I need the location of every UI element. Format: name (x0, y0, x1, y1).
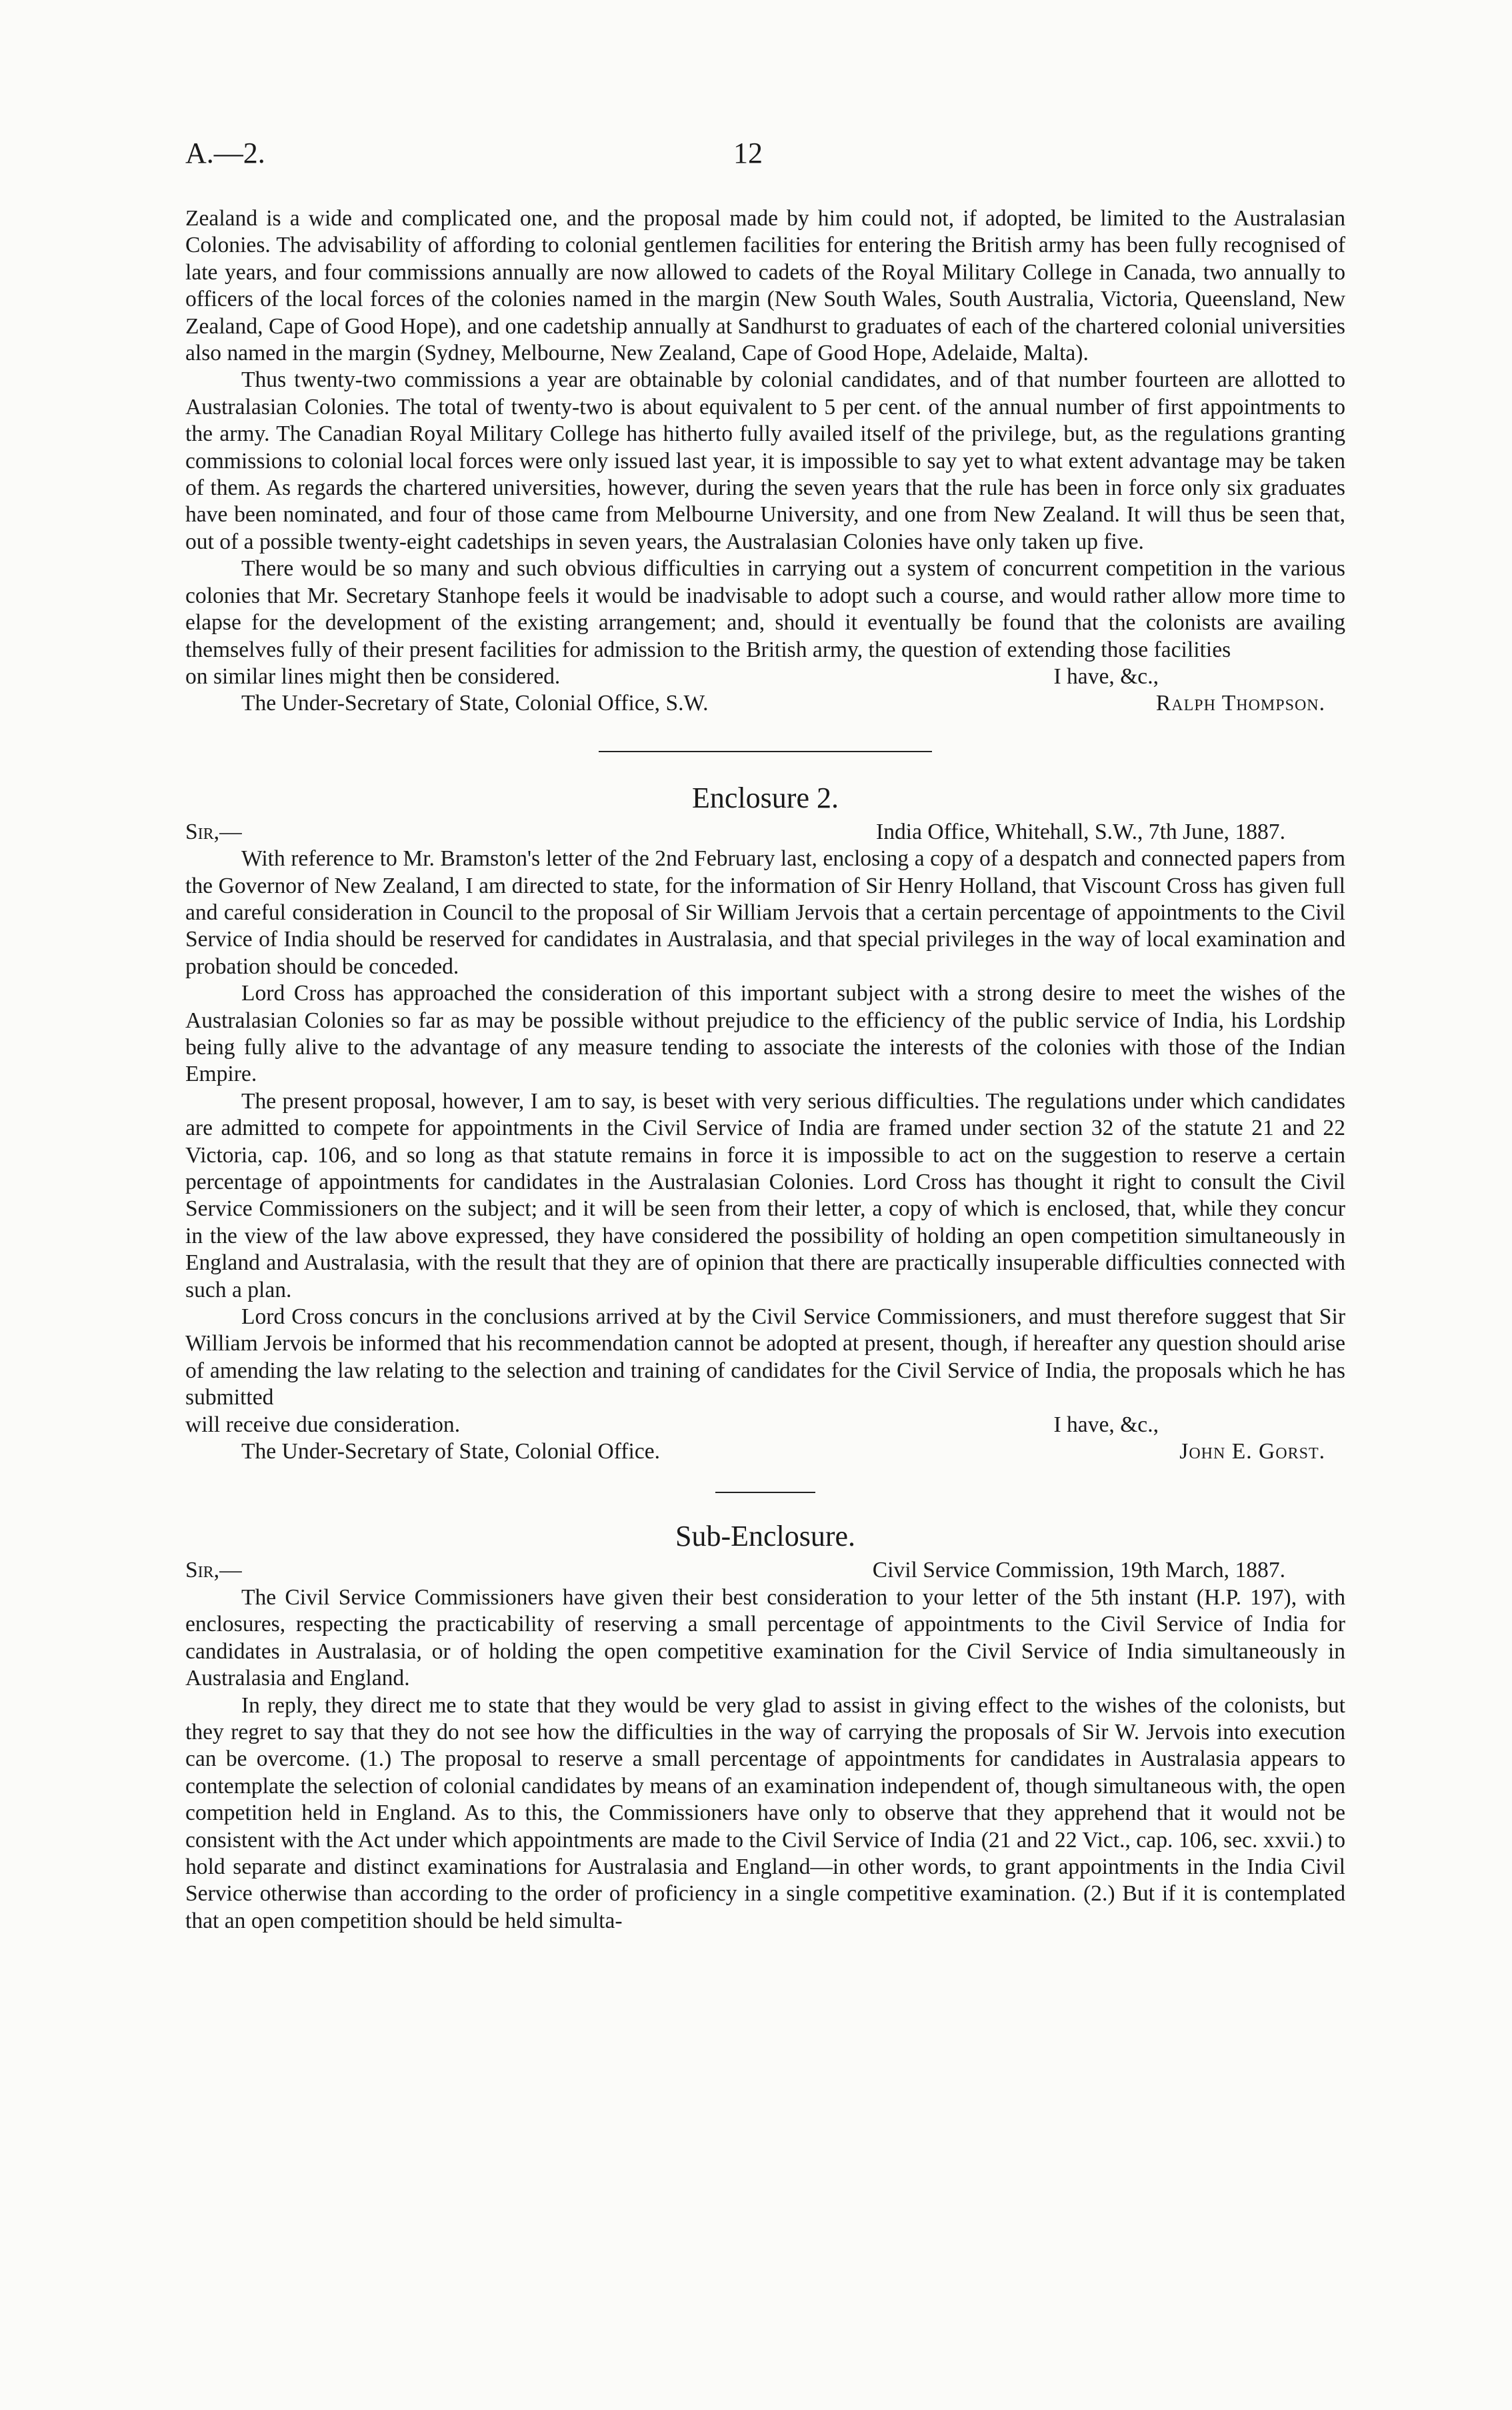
paragraph: In reply, they direct me to state that they would be very glad to assist in giving effect to the wishes of the colonists, but they regret to say that they do not see how the difficulties in the way of carrying the proposals of Sir W. Jervois into execution can be overcome. (1.) The proposal to reserve a small percentage of appointments for candidates in Australasia appears to contemplate the selection of colonial candidates by means of an examination independent of, though simultaneous with, the open competition held in England. As to this, the Commissioners have only to observe that they apprehend that it would not be consistent with the Act under which appointments are made to the Civil Service of India (21 and 22 Vict., cap. 106, sec. xxvii.) to hold separate and distinct examinations for Australasia and England—in other words, to grant appointments in the India Civil Service otherwise than according to the order of proficiency in a single competitive examination. (2.) But if it is contemplated that an open competition should be held simulta- (185, 1692, 1345, 1933)
addressee-line (185, 690, 1345, 717)
section-divider (715, 1492, 815, 1493)
closing-text: will receive due consideration. (185, 1412, 461, 1437)
signature: John E. Gorst. (1179, 1439, 1325, 1464)
document-reference: A.—2. (185, 137, 265, 169)
closing-line (185, 664, 1345, 690)
paragraph: Zealand is a wide and complicated one, and the proposal made by him could not, if adopted, be limited to the Australasian Colonies. The advisability of affording to colonial gentlemen facilities for entering the British army has been fully recognised of late years, and four commissions annually are now allowed to cadets of the Royal Military College in Canada, two annually to officers of the local forces of the colonies named in the margin (New South Wales, South Australia, Victoria, Queensland, New Zealand, Cape of Good Hope), and one cadetship annually at Sandhurst to graduates of each of the chartered colonial universities also named in the margin (Sydney, Melbourne, New Zealand, Cape of Good Hope, Adelaide, Malta). (185, 206, 1345, 366)
section-heading: Sub-Enclosure. (675, 1520, 856, 1553)
valediction: I have, &c., (1053, 664, 1159, 689)
section-divider (599, 751, 932, 752)
paragraph: There would be so many and such obvious difficulties in carrying out a system of concurrent competition in the various colonies that Mr. Secretary Stanhope feels it would be inadvisable to adopt such a course, and would rather allow more time to elapse for the development of the existing arrangement; and, should it eventually be found that the colonists are availing themselves fully of their present facilities for admission to the British army, the question of extending those facilities (185, 556, 1345, 662)
salutation: Sir,— (185, 1558, 242, 1583)
addressee: The Under-Secretary of State, Colonial Office. (241, 1439, 661, 1464)
paragraph: With reference to Mr. Bramston's letter of the 2nd February last, enclosing a copy of a despatch and connected papers from the Governor of New Zealand, I am directed to state, for the information of Sir Henry Holland, that Viscount Cross has given full and careful consideration in Council to the proposal of Sir William Jervois that a certain percentage of appointments to the Civil Service of India should be reserved for candidates in Australasia, and that special privileges in the way of local examination and probation should be conceded. (185, 846, 1345, 979)
paragraph: The Civil Service Commissioners have given their best consideration to your letter of the 5th instant (H.P. 197), with enclosures, respecting the practicability of reserving a small percentage of appointments to the Civil Service of India for candidates in Australasia, or of holding the open competitive examination for the Civil Service of India simultaneously in Australasia and England. (185, 1584, 1345, 1691)
dateline: Civil Service Commission, 19th March, 1887. (872, 1558, 1285, 1583)
addressee-line (185, 1438, 1345, 1465)
page-body (185, 205, 1345, 1935)
closing-text: on similar lines might then be considered. (185, 664, 561, 689)
closing-line (185, 1412, 1345, 1438)
paragraph: Lord Cross concurs in the conclusions arrived at by the Civil Service Commissioners, and must therefore suggest that Sir William Jervois be informed that his recommendation cannot be adopted at present, though, if hereafter any question should arise of amending the law relating to the selection and training of candidates for the Civil Service of India, the proposals which he has submitted (185, 1304, 1345, 1410)
paragraph: Lord Cross has approached the consideration of this important subject with a strong desire to meet the wishes of the Australasian Colonies so far as may be possible without prejudice to the efficiency of the public service of India, his Lordship being fully alive to the advantage of any measure tending to associate the interests of the colonies with those of the Indian Empire. (185, 981, 1345, 1087)
valediction: I have, &c., (1053, 1412, 1159, 1437)
paragraph: Thus twenty-two commissions a year are obtainable by colonial candidates, and of that number fourteen are allotted to Australasian Colonies. The total of twenty-two is about equivalent to 5 per cent. of the annual number of first appointments to the army. The Canadian Royal Military College has hitherto fully availed itself of the privilege, but, as the regulations granting commissions to colonial local forces were only issued last year, it is impossible to say yet to what extent advantage may be taken of them. As regards the chartered universities, however, during the seven years that the rule has been in force only six graduates have been nominated, and four of those came from Melbourne University, and one from New Zealand. It will thus be seen that, out of a possible twenty-eight cadetships in seven years, the Australasian Colonies have only taken up five. (185, 367, 1345, 554)
dateline: India Office, Whitehall, S.W., 7th June, 1887. (876, 819, 1285, 844)
page-number: 12 (733, 137, 763, 169)
paragraph: The present proposal, however, I am to say, is beset with very serious difficulties. The regulations under which candidates are admitted to compete for appointments in the Civil Service of India are framed under section 32 of the statute 21 and 22 Victoria, cap. 106, and so long as that statute remains in force it is impossible to act on the suggestion to reserve a certain percentage of appointments for candidates in the Australasian Colonies. Lord Cross has thought it right to consult the Civil Service Commissioners on the subject; and it will be seen from their letter, a copy of which is enclosed, that, while they concur in the view of the law above expressed, they have considered the possibility of holding an open competition simultaneously in England and Australasia, with the result that they are of opinion that there are practically insuperable difficulties connected with such a plan. (185, 1088, 1345, 1302)
addressee: The Under-Secretary of State, Colonial Office, S.W. (241, 691, 709, 716)
salutation: Sir,— (185, 819, 242, 844)
section-heading: Enclosure 2. (692, 781, 839, 814)
salutation-line (185, 1557, 1345, 1584)
signature: Ralph Thompson. (1155, 691, 1325, 716)
salutation-line (185, 819, 1345, 846)
